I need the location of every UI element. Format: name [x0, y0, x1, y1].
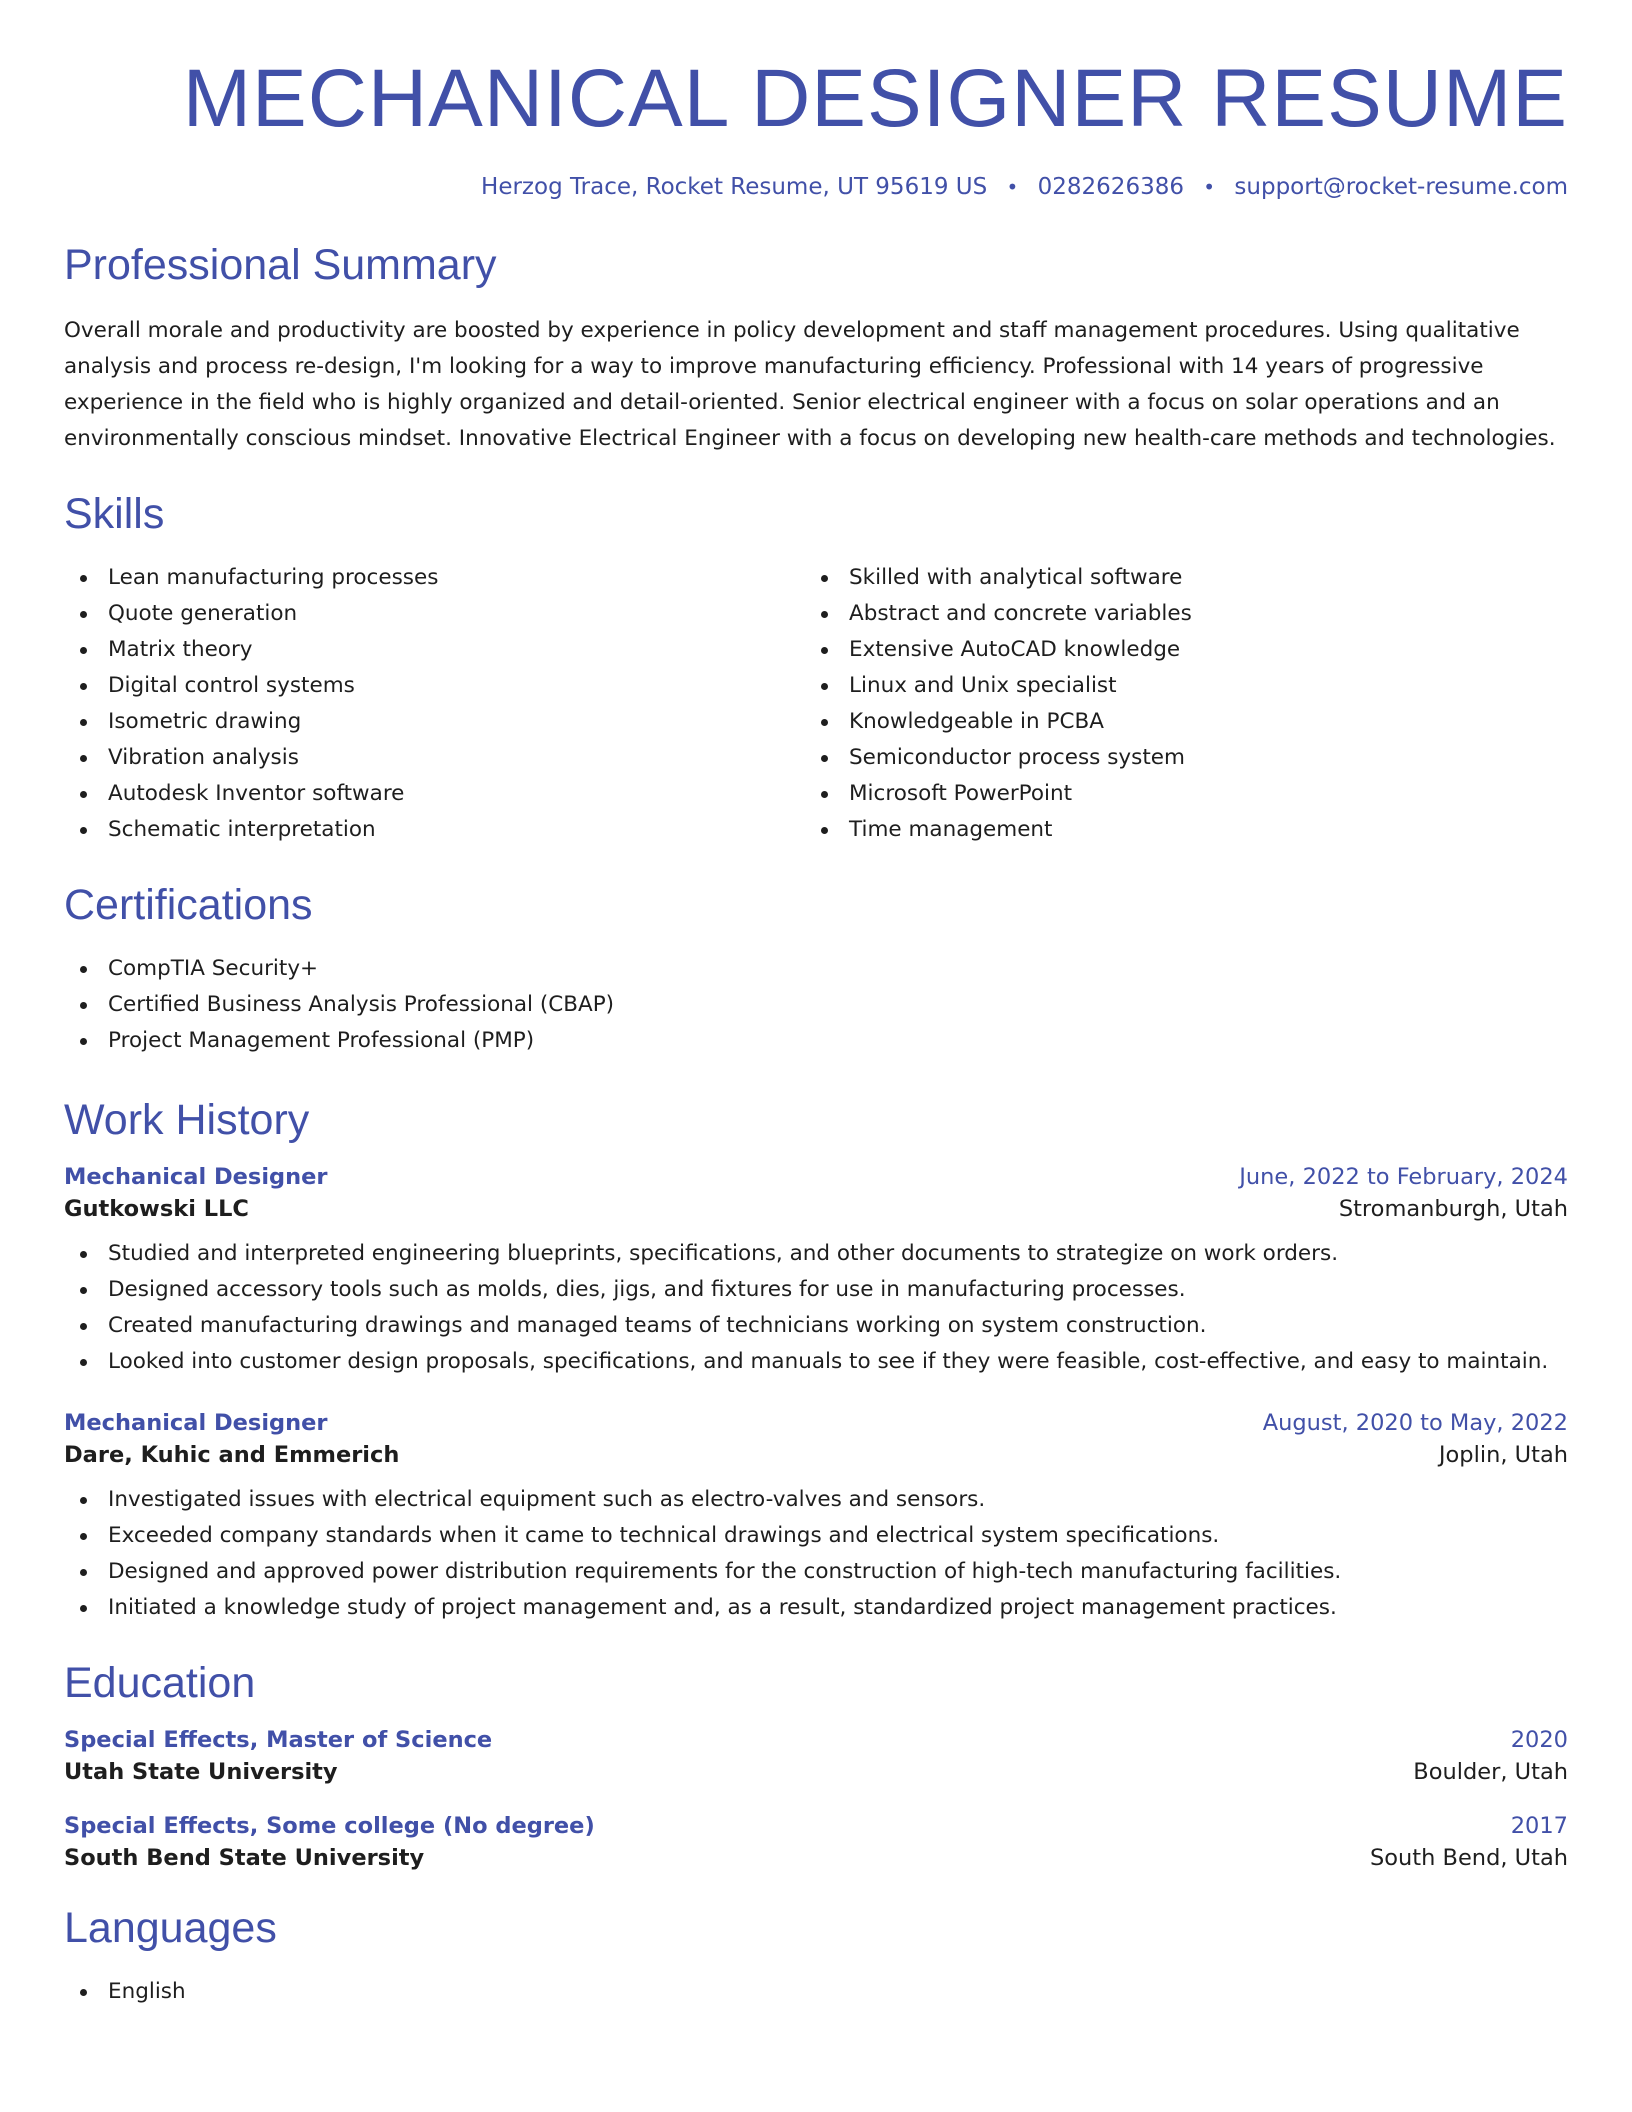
skill-item: Lean manufacturing processes: [64, 560, 805, 596]
phone: 0282626386: [1037, 174, 1184, 200]
address: Herzog Trace, Rocket Resume, UT 95619 US: [481, 174, 988, 200]
job-duty: Created manufacturing drawings and managed teams of technicians working on system construction.: [64, 1308, 1568, 1344]
skill-item: Autodesk Inventor software: [64, 776, 805, 812]
separator-dot: •: [1006, 175, 1019, 199]
contact-line: [64, 174, 1568, 200]
skill-item: Abstract and concrete variables: [805, 596, 1546, 632]
school-name: South Bend State University: [64, 1845, 425, 1871]
skill-item: Extensive AutoCAD knowledge: [805, 632, 1546, 668]
job-title: Mechanical Designer: [64, 1410, 328, 1436]
job-dates: June, 2022 to February, 2024: [1239, 1164, 1568, 1190]
skills-column-left: [64, 560, 805, 848]
skill-item: Linux and Unix specialist: [805, 668, 1546, 704]
school-location: Boulder, Utah: [1413, 1759, 1568, 1785]
job-duties: [64, 1482, 1568, 1626]
job-entry: [64, 1164, 1568, 1380]
company-name: Gutkowski LLC: [64, 1196, 249, 1222]
skill-item: Quote generation: [64, 596, 805, 632]
degree: Special Effects, Master of Science: [64, 1727, 493, 1753]
summary-text: Overall morale and productivity are boosted by experience in policy development and staff management procedures. Using qualitative analysis and process re-design, I'm looking for a way to improve manufacturing efficiency. Professional with 14 years of progressive experience in the field who is highly organized and detail-oriented. Senior electrical engineer with a focus on solar operations and an environmentally conscious mindset. Innovative Electrical Engineer with a focus on developing new health-care methods and technologies.: [64, 318, 1556, 451]
skill-item: Vibration analysis: [64, 740, 805, 776]
skill-item: Isometric drawing: [64, 704, 805, 740]
job-duty: Looked into customer design proposals, specifications, and manuals to see if they were feasible, cost-effective, and easy to maintain.: [64, 1344, 1568, 1380]
job-title: Mechanical Designer: [64, 1164, 328, 1190]
graduation-year: 2017: [1510, 1813, 1568, 1839]
resume-title: MECHANICAL DESIGNER RESUME: [182, 53, 1568, 144]
email-link[interactable]: support@rocket-resume.com: [1234, 174, 1568, 200]
skill-item: Skilled with analytical software: [805, 560, 1546, 596]
school-location: South Bend, Utah: [1369, 1845, 1568, 1871]
education-entry: [64, 1727, 1568, 1785]
skills-heading: Skills: [64, 490, 165, 538]
job-duty: Exceeded company standards when it came to technical drawings and electrical system specifications.: [64, 1518, 1568, 1554]
certification-item: CompTIA Security+: [64, 951, 1568, 987]
job-duty: Designed accessory tools such as molds, dies, jigs, and fixtures for use in manufacturing processes.: [64, 1272, 1568, 1308]
graduation-year: 2020: [1510, 1727, 1568, 1753]
degree: Special Effects, Some college (No degree): [64, 1813, 595, 1839]
school-name: Utah State University: [64, 1759, 338, 1785]
languages-list: [64, 1974, 1568, 2010]
job-entry: [64, 1410, 1568, 1626]
summary-heading: Professional Summary: [64, 241, 497, 289]
certifications-list: [64, 951, 1568, 1059]
education-entry: [64, 1813, 1568, 1871]
skills-grid: [64, 560, 1568, 848]
skill-item: Matrix theory: [64, 632, 805, 668]
separator-dot: •: [1203, 175, 1216, 199]
job-location: Joplin, Utah: [1438, 1442, 1568, 1468]
job-duty: Designed and approved power distribution requirements for the construction of high-tech manufacturing facilities.: [64, 1554, 1568, 1590]
skill-item: Schematic interpretation: [64, 812, 805, 848]
job-location: Stromanburgh, Utah: [1338, 1196, 1568, 1222]
education-heading: Education: [64, 1659, 256, 1707]
language-item: English: [64, 1974, 1568, 2010]
company-name: Dare, Kuhic and Emmerich: [64, 1442, 400, 1468]
work-history-heading: Work History: [64, 1096, 310, 1144]
job-duty: Investigated issues with electrical equipment such as electro-valves and sensors.: [64, 1482, 1568, 1518]
skills-column-right: [805, 560, 1546, 848]
job-dates: August, 2020 to May, 2022: [1262, 1410, 1568, 1436]
certification-item: Project Management Professional (PMP): [64, 1023, 1568, 1059]
skill-item: Semiconductor process system: [805, 740, 1546, 776]
skill-item: Time management: [805, 812, 1546, 848]
certifications-heading: Certifications: [64, 881, 313, 929]
job-duties: [64, 1236, 1568, 1380]
job-duty: Initiated a knowledge study of project management and, as a result, standardized project management practices.: [64, 1590, 1568, 1626]
job-duty: Studied and interpreted engineering blueprints, specifications, and other documents to strategize on work orders.: [64, 1236, 1568, 1272]
languages-heading: Languages: [64, 1904, 277, 1952]
skill-item: Digital control systems: [64, 668, 805, 704]
certification-item: Certified Business Analysis Professional (CBAP): [64, 987, 1568, 1023]
skill-item: Microsoft PowerPoint: [805, 776, 1546, 812]
skill-item: Knowledgeable in PCBA: [805, 704, 1546, 740]
